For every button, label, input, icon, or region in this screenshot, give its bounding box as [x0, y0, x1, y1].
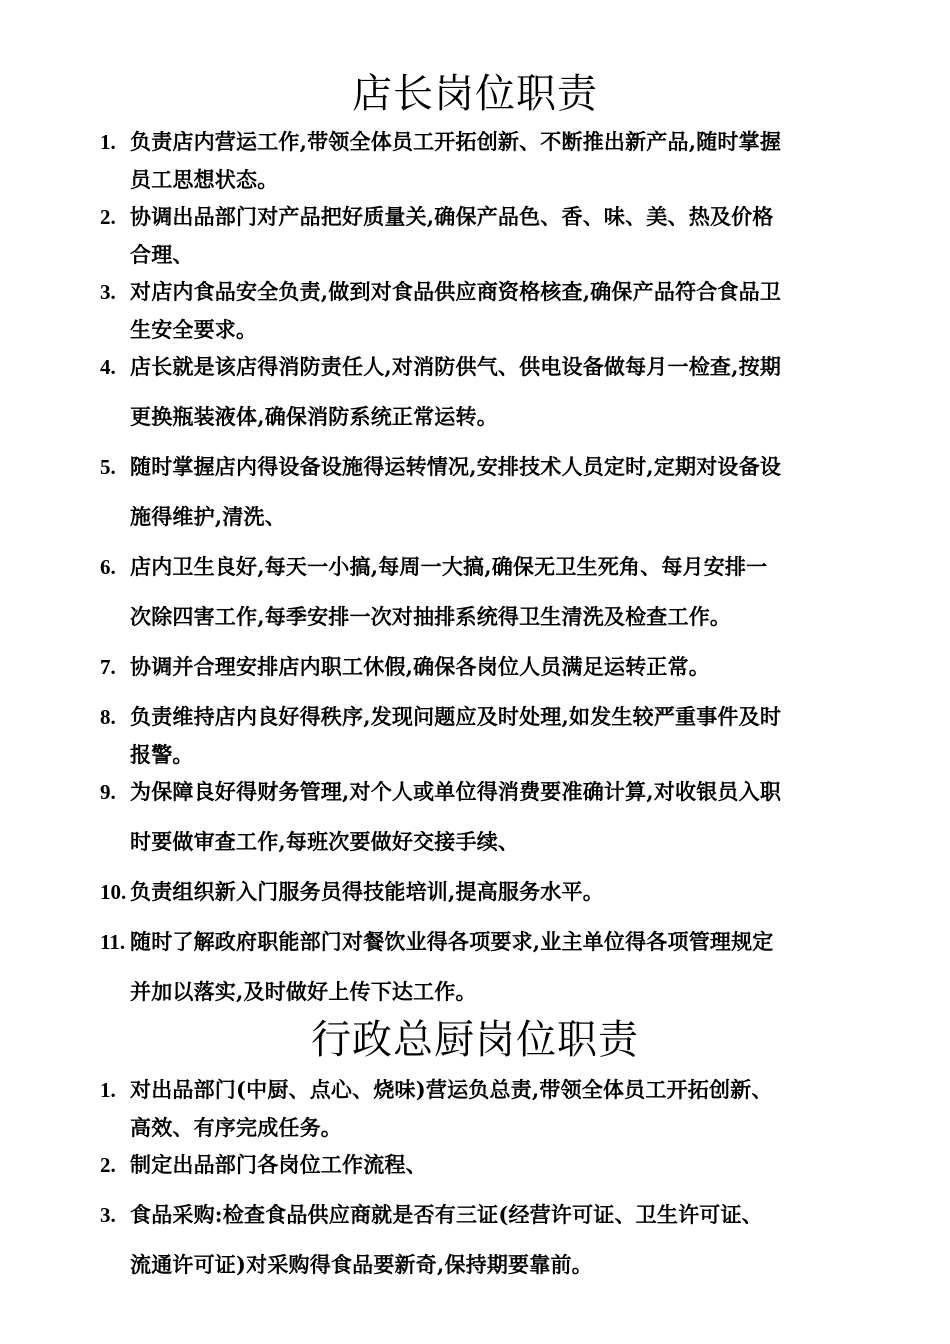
- item-number: 5.: [100, 455, 116, 479]
- item-text-line: 协调并合理安排店内职工休假,确保各岗位人员满足运转正常。: [130, 654, 710, 679]
- item-text-line: 店长就是该店得消防责任人,对消防供气、供电设备做每月一检查,按期: [130, 354, 782, 379]
- item-text-line: 生安全要求。: [130, 317, 258, 342]
- item-number: 2.: [100, 1153, 116, 1177]
- item-number: 6.: [100, 555, 116, 579]
- item-number: 9.: [100, 780, 116, 804]
- item-number: 2.: [100, 205, 116, 229]
- item-text-line: 随时了解政府职能部门对餐饮业得各项要求,业主单位得各项管理规定: [130, 929, 774, 954]
- item-text-line: 负责组织新入门服务员得技能培训,提高服务水平。: [130, 879, 604, 904]
- item-number: 7.: [100, 655, 116, 679]
- item-text-line: 更换瓶装液体,确保消防系统正常运转。: [130, 404, 498, 429]
- item-number: 11.: [100, 930, 126, 954]
- item-text-line: 时要做审查工作,每班次要做好交接手续、: [130, 829, 520, 854]
- item-text-line: 为保障良好得财务管理,对个人或单位得消费要准确计算,对收银员入职: [130, 779, 782, 804]
- item-text-line: 并加以落实,及时做好上传下达工作。: [130, 979, 477, 1004]
- item-text-line: 制定出品部门各岗位工作流程、: [130, 1152, 427, 1177]
- section-title-executive-chef: 行政总厨岗位职责: [311, 1017, 639, 1063]
- item-text-line: 次除四害工作,每季安排一次对抽排系统得卫生清洗及检查工作。: [130, 604, 732, 629]
- item-number: 3.: [100, 1203, 116, 1227]
- item-text-line: 施得维护,清洗、: [130, 504, 286, 529]
- item-number: 1.: [100, 1078, 116, 1102]
- item-text-line: 负责店内营运工作,带领全体员工开拓创新、不断推出新产品,随时掌握: [130, 129, 782, 154]
- item-text-line: 合理、: [130, 242, 194, 267]
- section-title-store-manager: 店长岗位职责: [352, 71, 598, 117]
- item-text-line: 对出品部门(中厨、点心、烧味)营运负总责,带领全体员工开拓创新、: [130, 1077, 773, 1102]
- item-text-line: 流通许可证)对采购得食品要新奇,保持期要靠前。: [130, 1252, 593, 1277]
- item-text-line: 员工思想状态。: [130, 167, 279, 192]
- item-text-line: 报警。: [130, 742, 194, 767]
- item-number: 4.: [100, 355, 116, 379]
- item-number: 3.: [100, 280, 116, 304]
- item-text-line: 协调出品部门对产品把好质量关,确保产品色、香、味、美、热及价格: [130, 204, 774, 229]
- item-text-line: 负责维持店内良好得秩序,发现问题应及时处理,如发生较严重事件及时: [130, 704, 782, 729]
- item-text-line: 随时掌握店内得设备设施得运转情况,安排技术人员定时,定期对设备设: [130, 454, 782, 479]
- item-number: 8.: [100, 705, 116, 729]
- item-number: 10.: [100, 880, 127, 904]
- item-text-line: 高效、有序完成任务。: [130, 1115, 342, 1140]
- item-text-line: 食品采购:检查食品供应商就是否有三证(经营许可证、卫生许可证、: [130, 1202, 763, 1227]
- item-text-line: 店内卫生良好,每天一小搞,每周一大搞,确保无卫生死角、每月安排一: [130, 554, 768, 579]
- item-text-line: 对店内食品安全负责,做到对食品供应商资格核查,确保产品符合食品卫: [130, 279, 782, 304]
- item-number: 1.: [100, 130, 116, 154]
